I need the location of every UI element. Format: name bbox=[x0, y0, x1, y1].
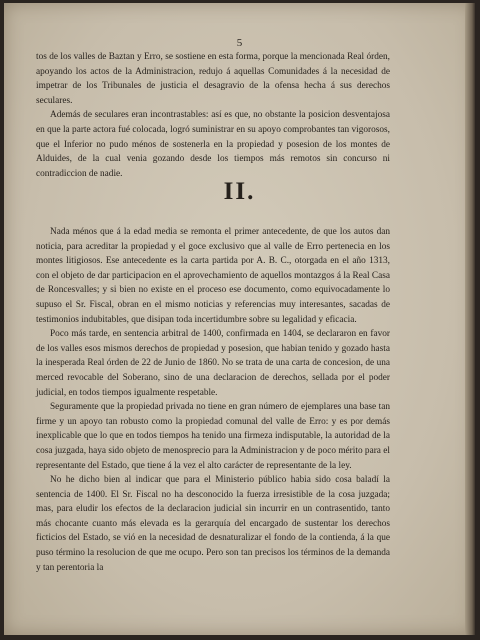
paragraph: No he dicho bien al indicar que para el Ministerio público habia sido cosa baladí la sentencia de 1400. El Sr. Fiscal no ha desconocido la fuerza irresistible de la cosa juzgada; mas, para eludir los efectos de la declaracion judicial sin incurrir en un contrasentido, tanto más chocante cuanto más elevada es la gerarquía del encargado de sustentar los derechos ficticios del Estado, se vió en la necesidad de desnaturalizar el fondo de la contienda, á la que puso término la resolucion de que me ocupo. Pero son tan precisos los términos de la demanda y tan perentoria la bbox=[36, 475, 390, 573]
document-page bbox=[4, 3, 475, 635]
paragraph: tos de los valles de Baztan y Erro, se sostiene en esta forma, porque la mencionada Real órden, apoyando los actos de la Administracion, redujo á aquellas Comunidades á la necesidad de impetrar de los Tribunales de justicia el desagravio de la ofensa hecha á sus derechos seculares. bbox=[36, 52, 390, 106]
section-heading: II. bbox=[223, 178, 256, 205]
paragraph: Seguramente que la propiedad privada no tiene en gran número de ejemplares una base tan firme y un apoyo tan robusto como la propiedad comunal del valle de Erro: y es por demás inexplicable que lo que en todos tiempos ha tenido una firmeza indisputable, la autoridad de la cosa juzgada, haya sido objeto de menosprecio para la Administracion y de poco mérito para el representante del Estado, que tiene á la vez el alto carácter de representante de la ley. bbox=[36, 402, 390, 471]
body-text-block bbox=[36, 225, 390, 575]
paragraph: Además de seculares eran incontrastables: así es que, no obstante la posicion desventajosa en que la parte actora fué colocada, logró suministrar en su apoyo comprobantes tan vigorosos, que el Inferior no pudo ménos de sostenerla en la propiedad y posesion de los montes de Alduides, de la cual venia gozando desde los tiempos más remotos sin concurso ni contradiccion de nadie. bbox=[36, 110, 390, 179]
page-spine-shadow bbox=[465, 3, 475, 635]
paragraph: Poco más tarde, en sentencia arbitral de 1400, confirmada en 1404, se declararon en favor de los valles esos mismos derechos de propiedad y posesion, que habian tenido y gozado hasta la inesperada Real órden de 22 de Junio de 1860. No se trata de una carta de concesion, de una merced revocable del Soberano, sino de una declaracion de derechos, sellada por el poder judicial, en todos tiempos igualmente respetable. bbox=[36, 329, 390, 398]
page-number: 5 bbox=[236, 37, 243, 49]
paragraph: Nada ménos que á la edad media se remonta el primer antecedente, de que los autos dan noticia, para acreditar la propiedad y el goce exclusivo que al valle de Erro pertenecia en los montes litigiosos. Ese antecedente es la carta partida por A. B. C., otorgada en el año 1313, con el objeto de dar participacion en el aprovechamiento de aquellos montazgos á la Real Casa de Roncesvalles; y si bien no existe en el proceso ese documento, como equivocadamente lo supuso el Sr. Fiscal, obran en el mismo noticias y referencias muy interesantes, sacadas de testimonios indubitables, que disipan toda incertidumbre sobre su legalidad y eficacia. bbox=[36, 227, 390, 325]
top-text-block bbox=[36, 50, 390, 181]
